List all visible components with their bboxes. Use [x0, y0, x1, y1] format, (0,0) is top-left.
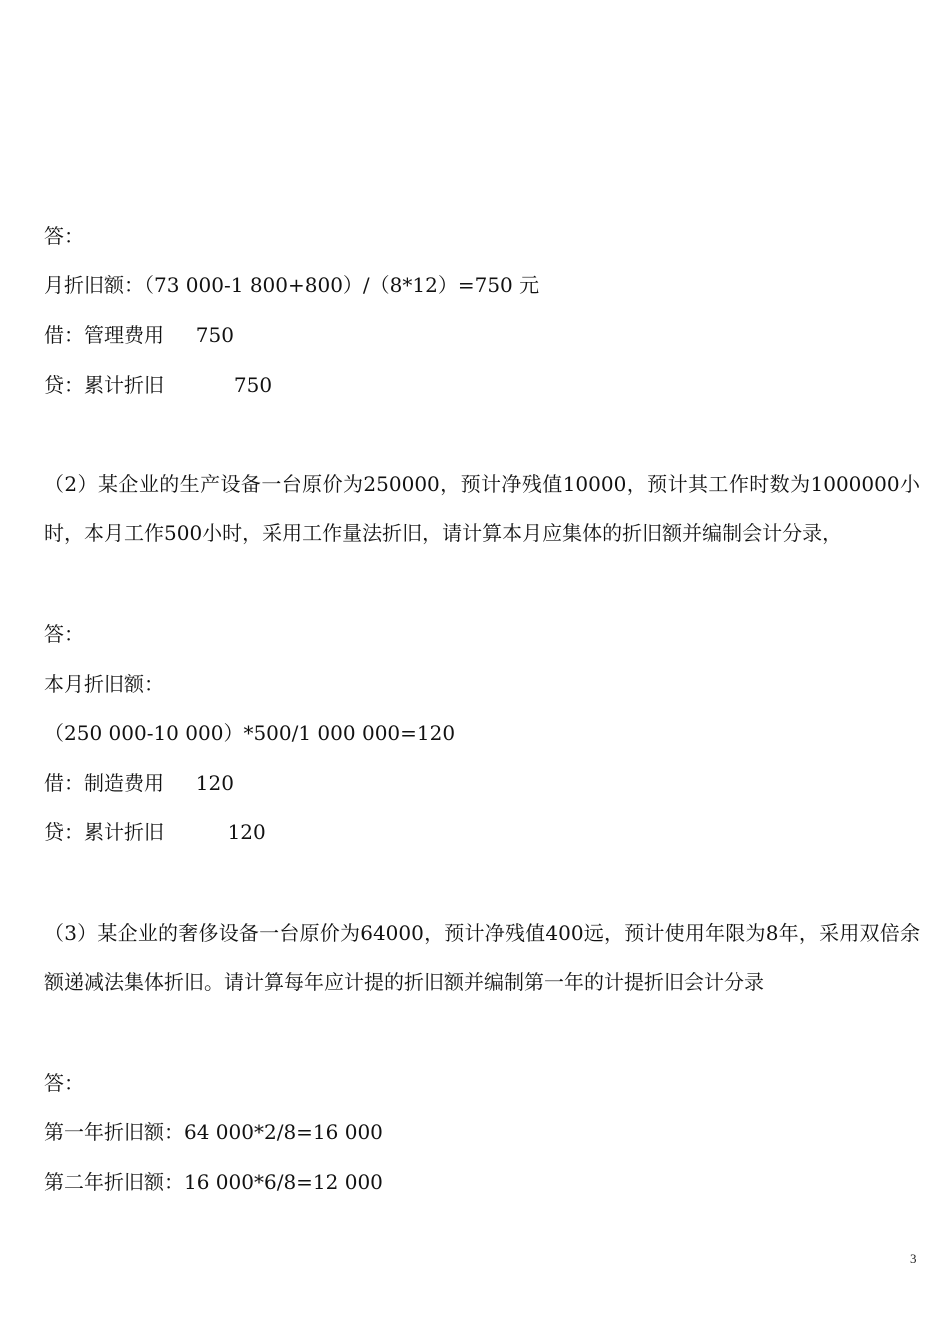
- monthly-depreciation-label-2: 本月折旧额：: [44, 672, 164, 696]
- answer-label-2: 答：: [44, 622, 84, 646]
- question-2: （2）某企业的生产设备一台原价为250000，预计净残值10000，预计其工作时数为1000000小时，本月工作500小时，采用工作量法折旧，请计算本月应集体的折旧额并编制会计分录，: [44, 472, 920, 545]
- answer-label-3: 答：: [44, 1071, 84, 1095]
- question-3: （3）某企业的奢侈设备一台原价为64000，预计净残值400远，预计使用年限为8年，采用双倍余额递减法集体折旧。请计算每年应计提的折旧额并编制第一年的计提折旧会计分录: [44, 921, 920, 994]
- journal-debit-2: 借：制造费用 120: [44, 771, 234, 795]
- journal-credit-1: 贷：累计折旧 750: [44, 373, 273, 397]
- monthly-depreciation-1: 月折旧额：（73 000-1 800+800）/（8*12）=750 元: [44, 273, 540, 297]
- answer-label-1: 答：: [44, 224, 84, 248]
- depreciation-formula-2: （250 000-10 000）*500/1 000 000=120: [44, 721, 456, 745]
- second-year-depreciation: 第二年折旧额：16 000*6/8=12 000: [44, 1170, 383, 1194]
- journal-debit-1: 借：管理费用 750: [44, 323, 234, 347]
- journal-credit-2: 贷：累计折旧 120: [44, 820, 266, 844]
- first-year-depreciation: 第一年折旧额：64 000*2/8=16 000: [44, 1120, 383, 1144]
- page-number: 3: [910, 1251, 917, 1266]
